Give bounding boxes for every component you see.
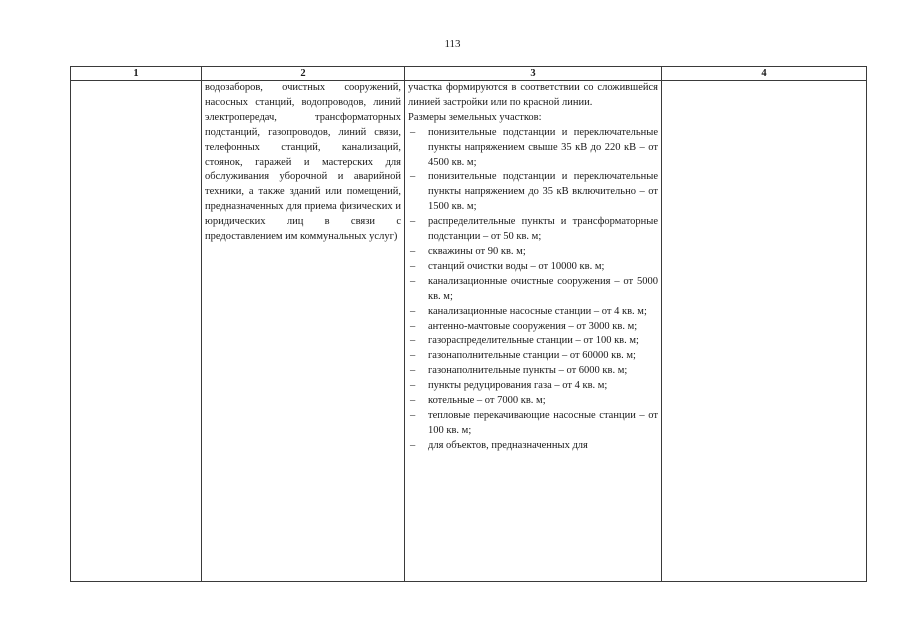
list-item-text: антенно-мачтовые сооружения – от 3000 кв. м;	[428, 320, 638, 332]
list-bullet: –	[410, 126, 416, 138]
table-row	[71, 81, 867, 582]
list-item-text: котельные – от 7000 кв. м;	[428, 395, 546, 407]
list-bullet: –	[410, 216, 416, 228]
list-item	[408, 170, 658, 215]
list-item	[408, 305, 658, 320]
list-item	[408, 275, 658, 305]
list-bullet: –	[410, 365, 416, 377]
list-bullet: –	[410, 380, 416, 392]
list-item-text: газонаполнительные пункты – от 6000 кв. м;	[428, 365, 628, 377]
cell-col3	[405, 81, 662, 582]
cell-col1	[71, 81, 202, 582]
cell-col2: водозаборов, очистных сооружений, насосных станций, водопроводов, линий электропередач, трансформаторных подстанций, газопроводов, линий связи, телефонных станций, канализаций, стоянок, гаражей и мастерских для обслуживания уборочной и аварийной техники, а также зданий или помещений, предназначенных для приема физических и юридических лиц в связи с предоставлением им коммунальных услуг)	[202, 81, 405, 582]
column-header-3: 3	[405, 67, 662, 81]
list-item-text: канализационные очистные сооружения – от 5000 кв. м;	[428, 275, 658, 302]
col3-intro: участка формируются в соответствии со сложившейся линией застройки или по красной линии.	[408, 82, 658, 108]
list-item	[408, 245, 658, 260]
list-item	[408, 349, 658, 364]
column-header-4: 4	[662, 67, 867, 81]
column-header-2: 2	[202, 67, 405, 81]
list-item-text: тепловые перекачивающие насосные станции – от 100 кв. м;	[428, 409, 658, 436]
list-bullet: –	[410, 335, 416, 347]
list-bullet: –	[410, 350, 416, 362]
list-item	[408, 260, 658, 275]
list-item-text: распределительные пункты и трансформаторные подстанции – от 50 кв. м;	[428, 216, 658, 243]
document-table	[70, 66, 867, 582]
list-item-text: для объектов, предназначенных для	[428, 439, 588, 451]
list-bullet: –	[410, 275, 416, 287]
list-item	[408, 320, 658, 335]
list-item-text: газонаполнительные станции – от 60000 кв. м;	[428, 350, 636, 362]
list-bullet: –	[410, 409, 416, 421]
list-item	[408, 364, 658, 379]
list-bullet: –	[410, 395, 416, 407]
header-row	[71, 67, 867, 81]
land-size-list	[408, 126, 658, 454]
list-item	[408, 215, 658, 245]
list-item	[408, 439, 658, 454]
list-item	[408, 126, 658, 171]
list-item	[408, 409, 658, 439]
column-header-1: 1	[71, 67, 202, 81]
list-item-text: станций очистки воды – от 10000 кв. м;	[428, 260, 605, 272]
list-item-text: пункты редуцирования газа – от 4 кв. м;	[428, 380, 608, 392]
list-item-text: скважины от 90 кв. м;	[428, 245, 526, 257]
page-number: 113	[444, 38, 461, 50]
list-bullet: –	[410, 260, 416, 272]
list-item	[408, 379, 658, 394]
list-item	[408, 394, 658, 409]
list-item-text: канализационные насосные станции – от 4 кв. м;	[428, 305, 647, 317]
list-bullet: –	[410, 245, 416, 257]
list-bullet: –	[410, 439, 416, 451]
list-item-text: понизительные подстанции и переключательные пункты напряжением до 35 кВ включительно – от 1500 кв. м;	[428, 171, 658, 213]
list-bullet: –	[410, 305, 416, 317]
list-item-text: газораспределительные станции – от 100 кв. м;	[428, 335, 639, 347]
list-item	[408, 334, 658, 349]
col3-heading: Размеры земельных участков:	[408, 111, 542, 123]
list-bullet: –	[410, 171, 416, 183]
list-bullet: –	[410, 320, 416, 332]
cell-col4	[662, 81, 867, 582]
list-item-text: понизительные подстанции и переключательные пункты напряжением свыше 35 кВ до 220 кВ – от 4500 кв. м;	[428, 126, 658, 168]
